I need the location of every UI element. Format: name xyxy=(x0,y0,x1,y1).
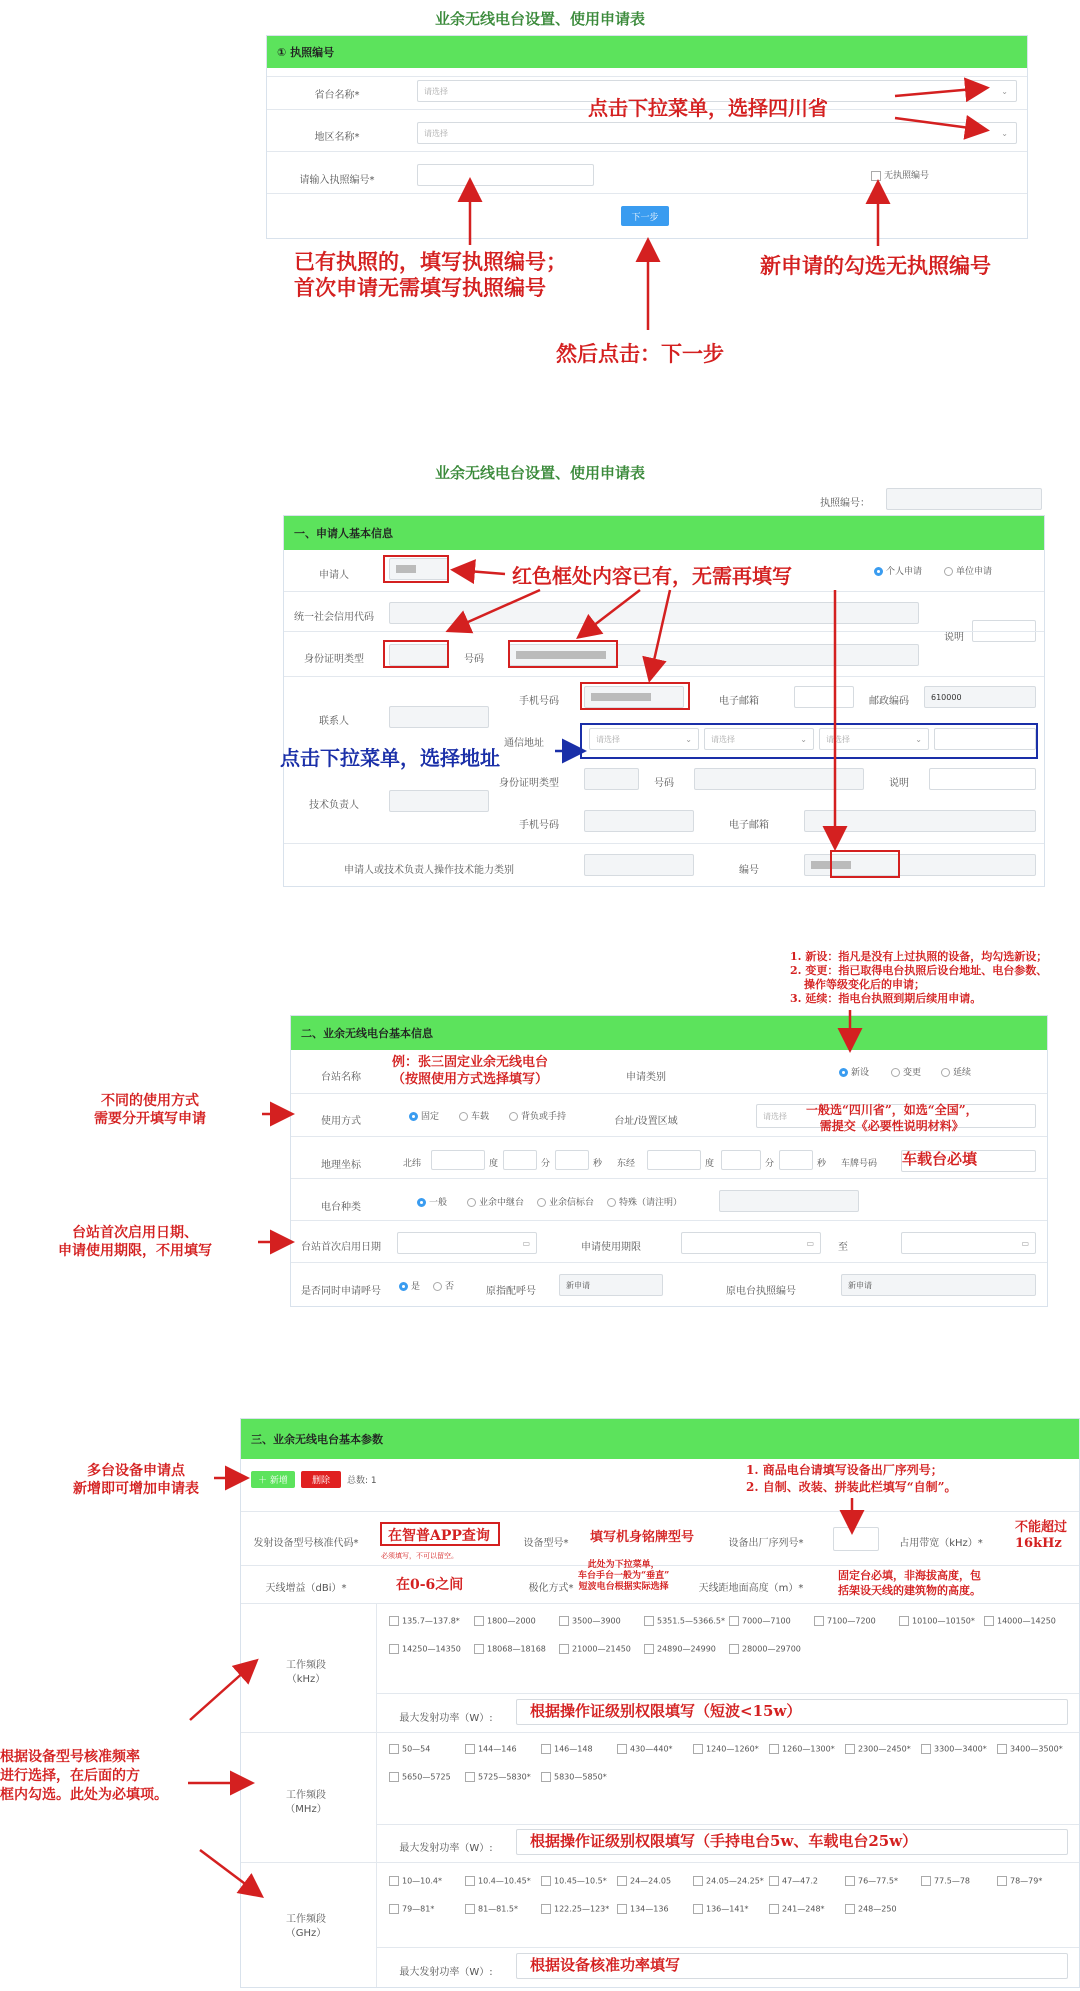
station-header: 二、业余无线电台基本信息 xyxy=(291,1016,1047,1050)
kind-special-radio[interactable]: 特殊（请注明） xyxy=(607,1195,682,1208)
applicant-label: 申请人 xyxy=(319,570,349,581)
max-power-mhz-label: 最大发射功率（W）: xyxy=(399,1843,493,1854)
annotation-bandwidth: 不能超过 16kHz xyxy=(1015,1520,1068,1551)
band-khz-label: 工作频段 （kHz） xyxy=(286,1660,326,1685)
frequency-label: 47—47.2 xyxy=(782,1876,818,1886)
frequency-label: 430—440* xyxy=(630,1744,673,1754)
frequency-label: 134—136 xyxy=(630,1904,669,1914)
frequency-label: 79—81* xyxy=(402,1904,435,1914)
postcode-input[interactable]: 610000 xyxy=(924,686,1036,708)
orig-call-label: 原指配呼号 xyxy=(486,1286,536,1297)
frequency-label: 7000—7100 xyxy=(742,1616,791,1626)
add-button[interactable]: ＋ 新增 xyxy=(251,1471,295,1488)
station-name-label: 台站名称 xyxy=(321,1072,361,1083)
annotation-height: 固定台必填，非海拔高度，包 括架设天线的建筑物的高度。 xyxy=(838,1569,981,1597)
frequency-label: 7100—7200 xyxy=(827,1616,876,1626)
province-select[interactable]: 请选择 ⌄ xyxy=(417,80,1017,102)
frequency-label: 1260—1300* xyxy=(782,1744,835,1754)
annotation-dropdown: 点击下拉菜单，选择四川省 xyxy=(588,96,828,120)
phone2-label: 手机号码 xyxy=(519,820,559,831)
no-license-checkbox[interactable]: 无执照编号 xyxy=(871,168,929,181)
delete-button[interactable]: 删除 xyxy=(301,1471,341,1488)
annotation-new: 新申请的勾选无执照编号 xyxy=(760,253,991,278)
unit-radio[interactable]: 单位申请 xyxy=(944,564,992,577)
kind-label: 电台种类 xyxy=(321,1202,361,1213)
frequency-label: 81—81.5* xyxy=(478,1904,518,1914)
kind-relay-radio[interactable]: 业余中继台 xyxy=(467,1195,524,1208)
callsign-no-radio[interactable]: 否 xyxy=(433,1279,454,1292)
annotation-area: 一般选“四川省”，如选“全国”， 需提交《必要性说明材料》 xyxy=(806,1103,978,1133)
arrow-area xyxy=(895,118,985,130)
chevron-down-icon: ⌄ xyxy=(915,734,922,744)
address-label: 通信地址 xyxy=(504,738,544,749)
area-label: 台址/设置区域 xyxy=(614,1116,678,1127)
mode-hand-radio[interactable]: 背负或手持 xyxy=(509,1109,566,1122)
calendar-icon: ▭ xyxy=(806,1238,814,1248)
serial-label: 编号 xyxy=(739,865,759,876)
arrow-red-phone xyxy=(650,590,670,678)
frequency-label: 146—148 xyxy=(554,1744,593,1754)
sec-label: 秒 xyxy=(593,1159,603,1169)
period-label: 申请使用期限 xyxy=(581,1242,641,1253)
arrow-band-ghz xyxy=(200,1850,260,1895)
area-select[interactable]: 请选择 xyxy=(756,1104,1036,1128)
id-no2-label: 号码 xyxy=(654,778,674,789)
height-label: 天线距地面高度（m）* xyxy=(698,1583,804,1594)
frequency-label: 14250—14350 xyxy=(402,1644,461,1654)
arrow-band-khz xyxy=(190,1662,255,1720)
plate-label: 车牌号码 xyxy=(841,1159,878,1169)
id-no-label: 号码 xyxy=(464,654,484,665)
min-label: 分 xyxy=(541,1159,551,1169)
address-select-2[interactable]: 请选择 ⌄ xyxy=(704,728,814,750)
license-label: 请输入执照编号* xyxy=(299,175,375,186)
contact-label: 联系人 xyxy=(319,716,349,727)
email-label: 电子邮箱 xyxy=(719,696,759,707)
annotation-serial: 1. 商品电台请填写设备出厂序列号； 2. 自制、改装、拼装此栏填写“自制”。 xyxy=(746,1463,957,1494)
band-ghz-label: 工作频段 （GHz） xyxy=(285,1914,327,1939)
chevron-down-icon: ⌄ xyxy=(1001,86,1008,96)
mode-car-radio[interactable]: 车载 xyxy=(459,1109,489,1122)
orig-lic-label: 原电台执照编号 xyxy=(726,1286,796,1297)
annotation-license-2: 首次申请无需填写执照编号 xyxy=(294,275,546,300)
frequency-label: 1240—1260* xyxy=(706,1744,759,1754)
sec-label: 秒 xyxy=(817,1159,827,1169)
annotation-blue-box: 点击下拉菜单，选择地址 xyxy=(280,746,500,770)
frequency-label: 76—77.5* xyxy=(858,1876,898,1886)
next-button[interactable]: 下一步 xyxy=(621,206,669,226)
frequency-label: 144—146 xyxy=(478,1744,517,1754)
frequency-label: 135.7—137.8* xyxy=(402,1616,460,1626)
band-mhz-label: 工作频段 （MHz） xyxy=(285,1790,327,1815)
id-type2-label: 身份证明类型 xyxy=(499,778,559,789)
frequency-label: 21000—21450 xyxy=(572,1644,631,1654)
license-header: ① 执照编号 xyxy=(267,36,1027,68)
note-label: 说明 xyxy=(944,632,964,643)
gain-label: 天线增益（dBi）* xyxy=(265,1583,347,1594)
personal-radio[interactable]: 个人申请 xyxy=(874,564,922,577)
address-select-3[interactable]: 请选择 ⌄ xyxy=(819,728,929,750)
id-type-label: 身份证明类型 xyxy=(304,654,364,665)
license-no-label: 执照编号： xyxy=(820,498,870,509)
frequency-label: 50—54 xyxy=(402,1744,431,1754)
annotation-red-box: 红色框处内容已有，无需再填写 xyxy=(512,564,792,588)
tech-label: 技术负责人 xyxy=(309,800,359,811)
use-mode-label: 使用方式 xyxy=(321,1116,361,1127)
frequency-label: 10.45—10.5* xyxy=(554,1876,607,1886)
province-label: 省台名称* xyxy=(314,90,360,101)
frequency-label: 18068—18168 xyxy=(487,1644,546,1654)
area-label: 地区名称* xyxy=(314,132,360,143)
apply-type-label: 申请类别 xyxy=(626,1072,666,1083)
total-count: 总数: 1 xyxy=(347,1476,377,1486)
annotation-apply-types: 1. 新设：指凡是没有上过执照的设备，均勾选新设； 2. 变更：指已取得电台执照后设台地址、电台参数、 操作等级变化后的申请； 3. 延续：指电台执照到期后续用申请。 xyxy=(790,950,1048,1005)
frequency-label: 241—248* xyxy=(782,1904,825,1914)
annotation-app: 在智普APP查询 xyxy=(388,1528,490,1544)
frequency-label: 3300—3400* xyxy=(934,1744,987,1754)
callsign-yes-radio[interactable]: 是 xyxy=(399,1279,420,1292)
max-power-ghz-label: 最大发射功率（W）: xyxy=(399,1967,493,1978)
email2-label: 电子邮箱 xyxy=(729,820,769,831)
annotation-add: 多台设备申请点 新增即可增加申请表 xyxy=(73,1463,199,1497)
min-label: 分 xyxy=(765,1159,775,1169)
area-select[interactable]: 请选择 ⌄ xyxy=(417,122,1017,144)
bandwidth-label: 占用带宽（kHz）* xyxy=(899,1538,983,1549)
annotation-example: 例：张三固定业余无线电台 （按照使用方式选择填写） xyxy=(392,1055,549,1087)
frequency-label: 10.4—10.45* xyxy=(478,1876,531,1886)
deg-label: 度 xyxy=(705,1159,715,1169)
frequency-label: 77.5—78 xyxy=(934,1876,970,1886)
orig-call-input[interactable]: 新申请 xyxy=(559,1274,663,1296)
frequency-label: 3400—3500* xyxy=(1010,1744,1063,1754)
east-label: 东经 xyxy=(617,1159,636,1169)
frequency-label: 5351.5—5366.5* xyxy=(657,1616,725,1626)
postcode-label: 邮政编码 xyxy=(869,696,909,707)
annotation-next: 然后点击：下一步 xyxy=(556,341,724,366)
to-label: 至 xyxy=(838,1242,848,1253)
required-note: 必须填写，不可以留空。 xyxy=(381,1552,458,1560)
north-label: 北纬 xyxy=(403,1159,422,1169)
applicant-header: 一、申请人基本信息 xyxy=(284,516,1044,550)
deg-label: 度 xyxy=(489,1159,499,1169)
annotation-power-mhz: 根据操作证级别权限填写（手持电台5w、车载电台25w） xyxy=(530,1832,918,1850)
apply-change-radio[interactable]: 变更 xyxy=(891,1065,921,1078)
phone-label: 手机号码 xyxy=(519,696,559,707)
op-class-label: 申请人或技术负责人操作技术能力类别 xyxy=(344,865,514,876)
annotation-polar: 此处为下拉菜单， 车台手台一般为“垂直” 短波电台根据实际选择 xyxy=(578,1560,670,1592)
arrow-red-applicant xyxy=(455,570,505,574)
frequency-label: 24—24.05 xyxy=(630,1876,672,1886)
frequency-label: 122.25—123* xyxy=(554,1904,610,1914)
frequency-label: 24890—24990 xyxy=(657,1644,716,1654)
frequency-label: 2300—2450* xyxy=(858,1744,911,1754)
chevron-down-icon: ⌄ xyxy=(685,734,692,744)
annotation-date: 台站首次启用日期、 申请使用期限，不用填写 xyxy=(58,1225,212,1259)
chevron-down-icon: ⌄ xyxy=(800,734,807,744)
frequency-label: 24.05—24.25* xyxy=(706,1876,764,1886)
calendar-icon: ▭ xyxy=(522,1238,530,1248)
frequency-label: 10—10.4* xyxy=(402,1876,442,1886)
credit-code-label: 统一社会信用代码 xyxy=(294,612,374,623)
frequency-label: 5725—5830* xyxy=(478,1772,531,1782)
kind-beacon-radio[interactable]: 业余信标台 xyxy=(537,1195,594,1208)
frequency-label: 10100—10150* xyxy=(912,1616,975,1626)
frequency-label: 5830—5850* xyxy=(554,1772,607,1782)
kind-general-radio[interactable]: 一般 xyxy=(417,1195,447,1208)
frequency-label: 28000—29700 xyxy=(742,1644,801,1654)
serial-label: 设备出厂序列号* xyxy=(728,1538,804,1549)
first-date-label: 台站首次启用日期 xyxy=(301,1242,381,1253)
frequency-label: 136—141* xyxy=(706,1904,749,1914)
note2-label: 说明 xyxy=(889,778,909,789)
frequency-label: 1800—2000 xyxy=(487,1616,536,1626)
arrow-province xyxy=(895,88,985,96)
chevron-down-icon: ⌄ xyxy=(1001,128,1008,138)
frequency-label: 3500—3900 xyxy=(572,1616,621,1626)
orig-lic-input[interactable]: 新申请 xyxy=(841,1274,1036,1296)
section2-title: 业余无线电台设置、使用申请表 xyxy=(434,464,645,482)
annotation-power-ghz: 根据设备核准功率填写 xyxy=(530,1956,681,1974)
geo-label: 地理坐标 xyxy=(321,1160,361,1171)
frequency-label: 14000—14250 xyxy=(997,1616,1056,1626)
mode-fixed-radio[interactable]: 固定 xyxy=(409,1109,439,1122)
annotation-nameplate: 填写机身铭牌型号 xyxy=(590,1526,694,1545)
max-power-khz-label: 最大发射功率（W）: xyxy=(399,1713,493,1724)
calendar-icon: ▭ xyxy=(1021,1238,1029,1248)
section1-title: 业余无线电台设置、使用申请表 xyxy=(434,10,645,28)
params-header: 三、业余无线电台基本参数 xyxy=(241,1419,1079,1459)
annotation-use-mode: 不同的使用方式 需要分开填写申请 xyxy=(94,1093,206,1127)
frequency-label: 5650—5725 xyxy=(402,1772,451,1782)
address-select-1[interactable]: 请选择 ⌄ xyxy=(589,728,699,750)
polar-label: 极化方式* xyxy=(528,1583,574,1594)
annotation-gain: 在0-6之间 xyxy=(396,1577,464,1593)
device-model-label: 设备型号* xyxy=(523,1538,569,1549)
frequency-label: 248—250 xyxy=(858,1904,897,1914)
arrow-red-idtype xyxy=(450,590,540,630)
model-code-label: 发射设备型号核准代码* xyxy=(253,1538,359,1549)
apply-new-radio[interactable]: 新设 xyxy=(839,1065,869,1078)
frequency-label: 78—79* xyxy=(1010,1876,1043,1886)
callsign-label: 是否同时申请呼号 xyxy=(301,1286,381,1297)
annotation-power-khz: 根据操作证级别权限填写（短波<15w） xyxy=(530,1702,802,1720)
annotation-license-1: 已有执照的，填写执照编号； xyxy=(294,249,567,274)
apply-renew-radio[interactable]: 延续 xyxy=(941,1065,971,1078)
annotation-car: 车载台必填 xyxy=(902,1150,978,1168)
annotation-band: 根据设备型号核准频率 进行选择，在后面的方 框内勾选。此处为必填项。 xyxy=(0,1749,168,1803)
arrow-red-idno xyxy=(580,590,640,636)
